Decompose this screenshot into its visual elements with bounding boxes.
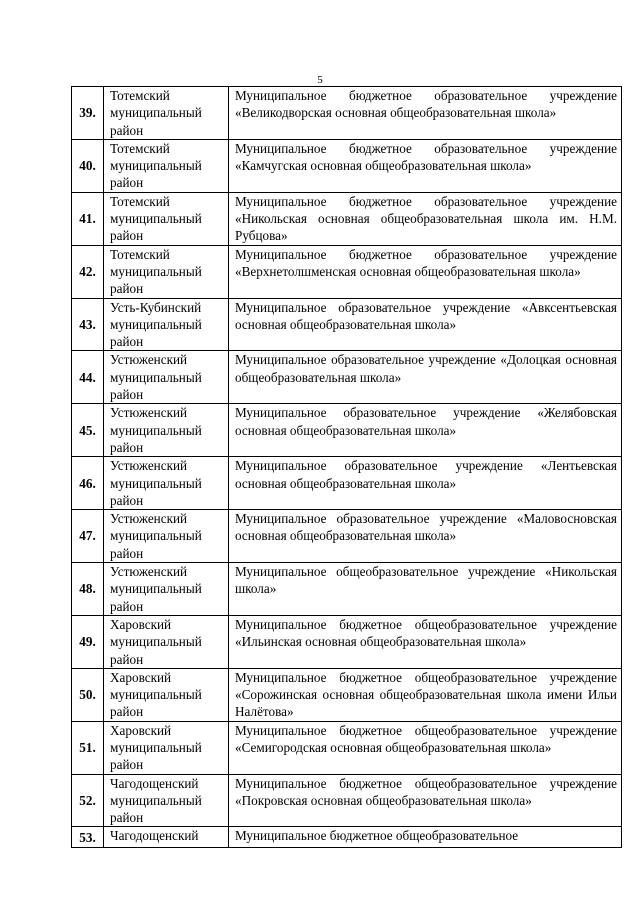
institution-name-cell: Муниципальное бюджетное образовательное учреждение «Никольская основная общеобразовательная школа им. Н.М. Рубцова» <box>229 192 622 245</box>
district-cell: Харовский муниципальный район <box>104 721 229 774</box>
table-row <box>72 139 622 192</box>
district-cell: Тотемский муниципальный район <box>104 192 229 245</box>
district-cell: Устюженский муниципальный район <box>104 457 229 510</box>
table-row <box>72 774 622 827</box>
row-number: 48. <box>72 563 104 616</box>
schools-table <box>71 86 622 848</box>
district-cell: Усть-Кубинский муниципальный район <box>104 298 229 351</box>
table-row <box>72 510 622 563</box>
district-cell: Устюженский муниципальный район <box>104 510 229 563</box>
table-row <box>72 721 622 774</box>
table-row <box>72 298 622 351</box>
institution-name-cell: Муниципальное образовательное учреждение «Лентьевская основная общеобразовательная школа» <box>229 457 622 510</box>
institution-name-cell: Муниципальное бюджетное общеобразовательное учреждение «Сорожинская основная общеобразовательная школа имени Ильи Налётова» <box>229 668 622 721</box>
table-row <box>72 87 622 140</box>
table-row <box>72 457 622 510</box>
district-cell: Устюженский муниципальный район <box>104 404 229 457</box>
table-row <box>72 245 622 298</box>
table-row <box>72 563 622 616</box>
table-row <box>72 192 622 245</box>
institution-name-cell: Муниципальное бюджетное образовательное учреждение «Камчугская основная общеобразовательная школа» <box>229 139 622 192</box>
district-cell: Устюженский муниципальный район <box>104 351 229 404</box>
district-cell: Харовский муниципальный район <box>104 615 229 668</box>
row-number: 50. <box>72 668 104 721</box>
institution-name-cell: Муниципальное бюджетное общеобразовательное <box>229 827 622 848</box>
district-cell: Устюженский муниципальный район <box>104 563 229 616</box>
institution-name-cell: Муниципальное образовательное учреждение «Авксентьевская основная общеобразовательная школа» <box>229 298 622 351</box>
row-number: 53. <box>72 827 104 848</box>
row-number: 42. <box>72 245 104 298</box>
row-number: 44. <box>72 351 104 404</box>
institution-name-cell: Муниципальное бюджетное образовательное учреждение «Великодворская основная общеобразовательная школа» <box>229 87 622 140</box>
institution-name-cell: Муниципальное образовательное учреждение «Долоцкая основная общеобразовательная школа» <box>229 351 622 404</box>
row-number: 51. <box>72 721 104 774</box>
district-cell: Тотемский муниципальный район <box>104 139 229 192</box>
district-cell: Чагодощенский <box>104 827 229 848</box>
table-row <box>72 404 622 457</box>
institution-name-cell: Муниципальное бюджетное общеобразовательное учреждение «Семигородская основная общеобразовательная школа» <box>229 721 622 774</box>
table-row <box>72 668 622 721</box>
institution-name-cell: Муниципальное бюджетное образовательное учреждение «Верхнетолшменская основная общеобразовательная школа» <box>229 245 622 298</box>
row-number: 43. <box>72 298 104 351</box>
row-number: 46. <box>72 457 104 510</box>
table-row <box>72 827 622 848</box>
row-number: 47. <box>72 510 104 563</box>
row-number: 39. <box>72 87 104 140</box>
row-number: 45. <box>72 404 104 457</box>
table-row <box>72 351 622 404</box>
district-cell: Тотемский муниципальный район <box>104 245 229 298</box>
table-row <box>72 615 622 668</box>
institution-name-cell: Муниципальное образовательное учреждение «Маловосновская основная общеобразовательная школа» <box>229 510 622 563</box>
institution-name-cell: Муниципальное образовательное учреждение «Желябовская основная общеобразовательная школа» <box>229 404 622 457</box>
row-number: 52. <box>72 774 104 827</box>
district-cell: Тотемский муниципальный район <box>104 87 229 140</box>
page-number: 5 <box>317 74 323 86</box>
district-cell: Харовский муниципальный район <box>104 668 229 721</box>
institution-name-cell: Муниципальное бюджетное общеобразовательное учреждение «Покровская основная общеобразовательная школа» <box>229 774 622 827</box>
row-number: 40. <box>72 139 104 192</box>
institution-name-cell: Муниципальное бюджетное общеобразовательное учреждение «Ильинская основная общеобразовательная школа» <box>229 615 622 668</box>
district-cell: Чагодощенский муниципальный район <box>104 774 229 827</box>
institution-name-cell: Муниципальное общеобразовательное учреждение «Никольская школа» <box>229 563 622 616</box>
row-number: 41. <box>72 192 104 245</box>
row-number: 49. <box>72 615 104 668</box>
